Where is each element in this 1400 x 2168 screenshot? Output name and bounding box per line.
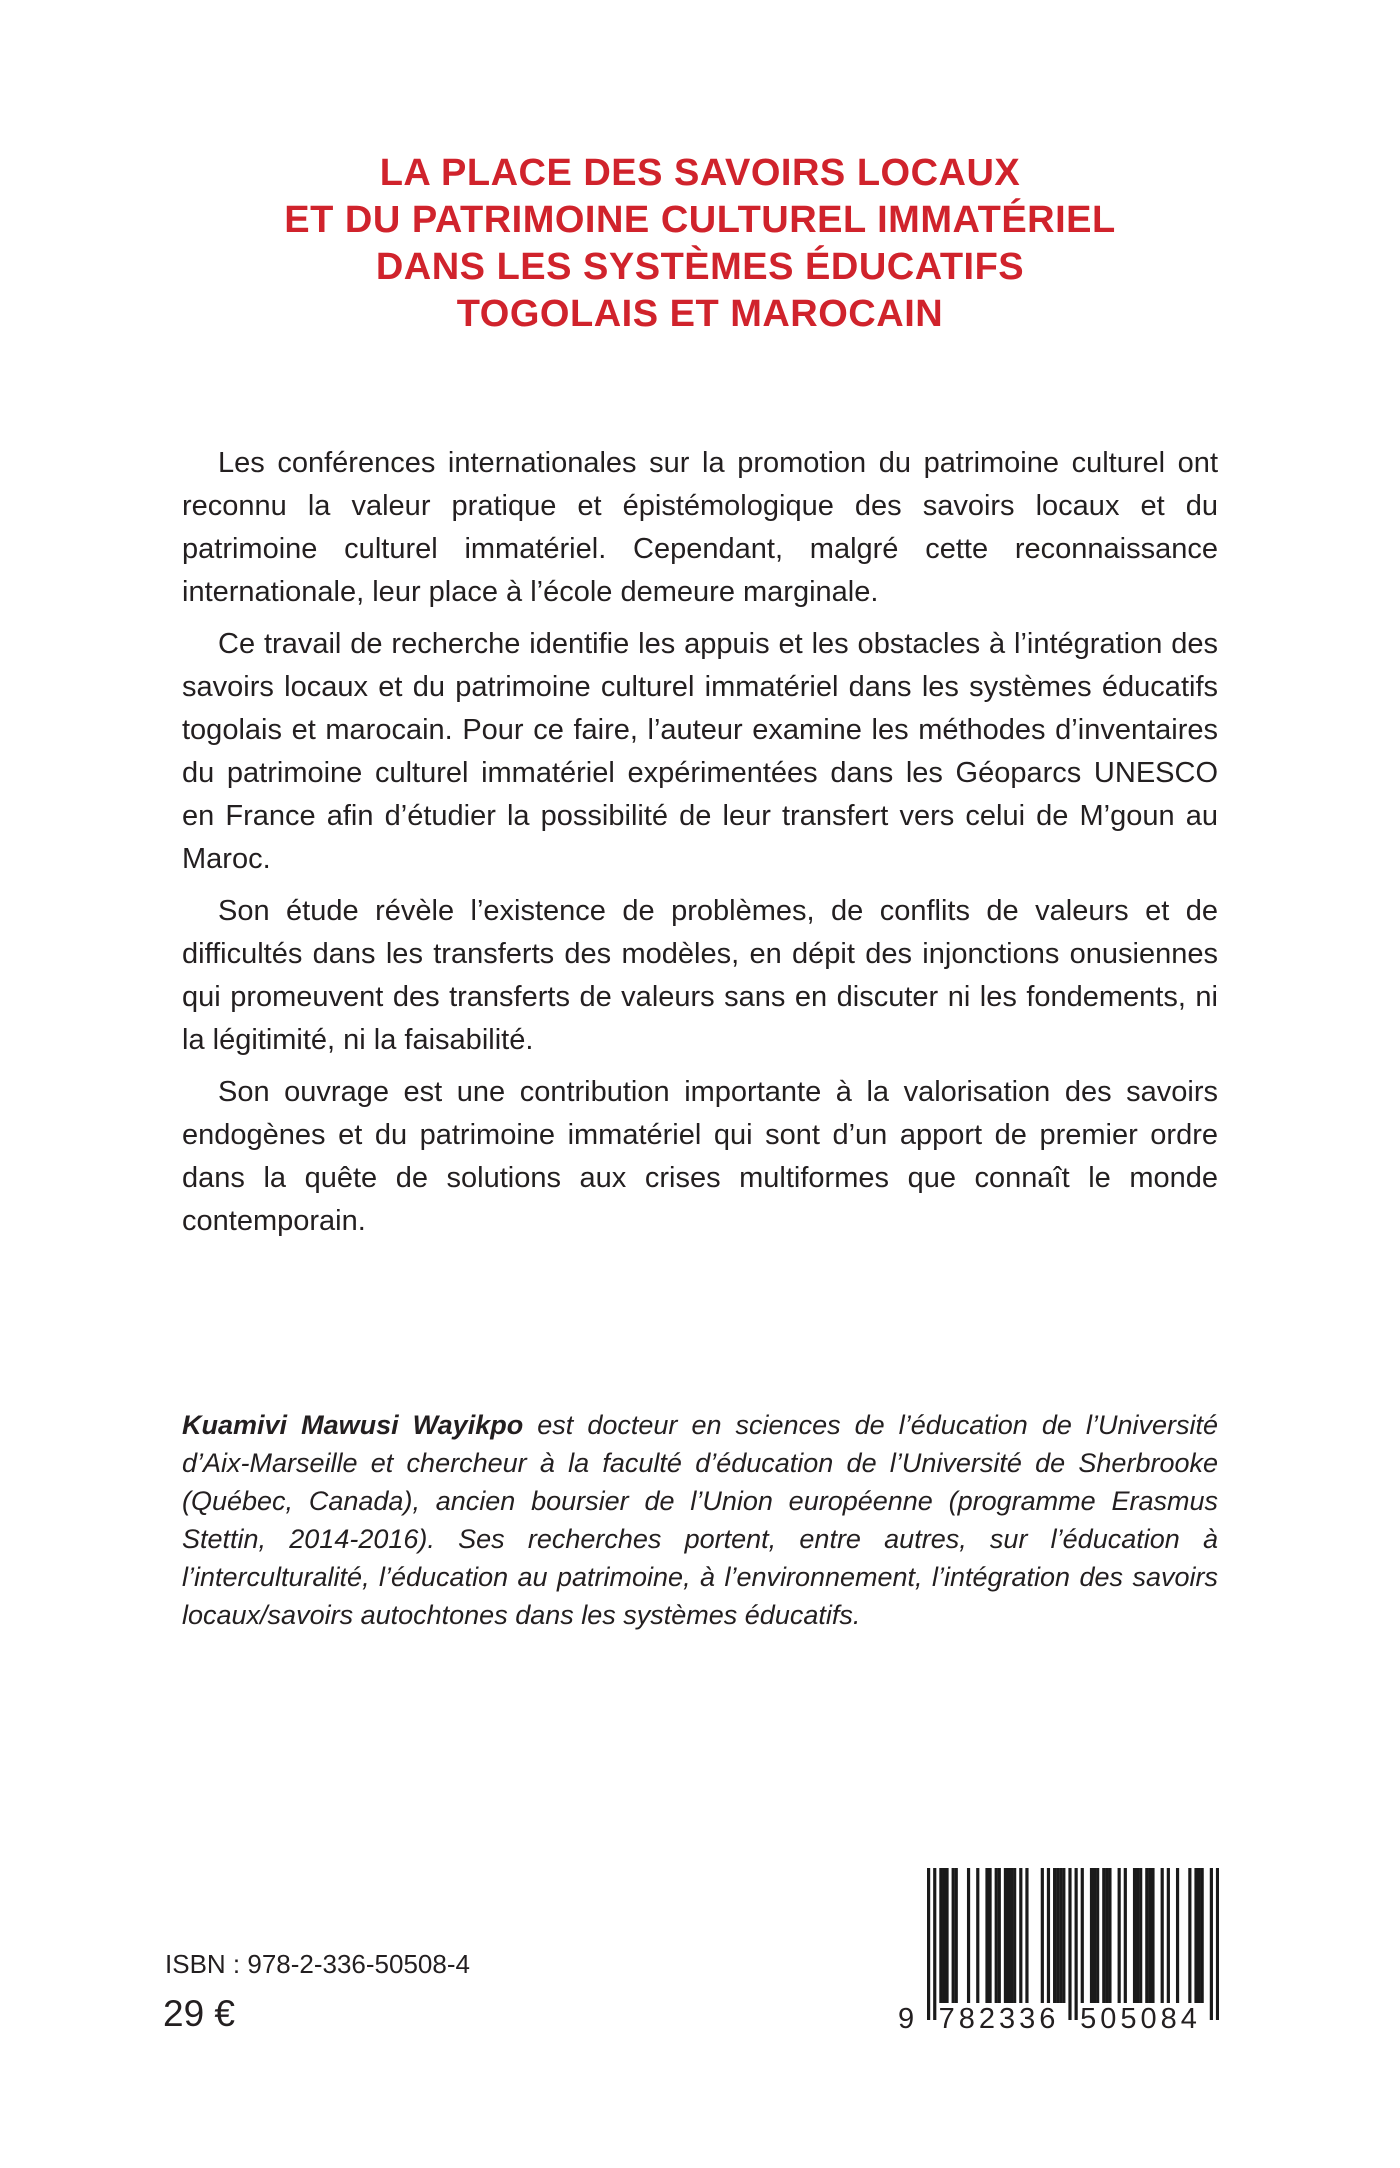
author-name: Kuamivi Mawusi Wayikpo [182, 1410, 524, 1440]
author-bio [182, 1406, 1218, 1634]
book-title-line: TOGOLAIS ET MAROCAIN [456, 293, 944, 335]
isbn-text: ISBN : 978-2-336-50508-4 [165, 1949, 470, 1979]
synopsis-paragraph: Son ouvrage est une contribution importante à la valorisation des savoirs endogènes et du patrimoine immatériel qui sont d’un apport de premier ordre dans la quête de solutions aux crises multiformes que connaît le monde contemporain. [182, 1076, 1218, 1237]
barcode-digits-right: 505084 [1080, 2003, 1201, 2035]
price-text: 29 € [163, 1993, 236, 2034]
book-title [0, 150, 1400, 338]
author-bio-text: est docteur en sciences de l’éducation de l’Université d’Aix-Marseille et chercheur à la faculté d’éducation de l’Université de Sherbrooke (Québec, Canada), ancien boursier de l’Union européenne (programme Erasmus Stettin, 2014-2016). Ses recherches portent, entre autres, sur l’éducation à l’interculturalité, l’éducation au patrimoine, à l’environnement, l’intégration des savoirs locaux/savoirs autochtones dans les systèmes éducatifs. [182, 1410, 1218, 1630]
book-title-line: DANS LES SYSTÈMES ÉDUCATIFS [375, 246, 1025, 288]
barcode-digit-first: 9 [898, 2003, 915, 2035]
book-title-line: LA PLACE DES SAVOIRS LOCAUX [379, 152, 1021, 194]
synopsis-paragraph: Ce travail de recherche identifie les appuis et les obstacles à l’intégration des savoirs locaux et du patrimoine culturel immatériel dans les systèmes éducatifs togolais et marocain. Pour ce faire, l’auteur examine les méthodes d’inventaires du patrimoine culturel immatériel expérimentées dans les Géoparcs UNESCO en France afin d’étudier la possibilité de leur transfert vers celui de M’goun au Maroc. [182, 628, 1218, 875]
synopsis-paragraph: Les conférences internationales sur la promotion du patrimoine culturel ont reconnu la valeur pratique et épistémologique des savoirs locaux et du patrimoine culturel immatériel. Cependant, malgré cette reconnaissance internationale, leur place à l’école demeure marginale. [182, 447, 1218, 608]
barcode-digits-left: 782336 [938, 2003, 1060, 2035]
synopsis-paragraph: Son étude révèle l’existence de problèmes, de conflits de valeurs et de difficultés dans les transferts des modèles, en dépit des injonctions onusiennes qui promeuvent des transferts de valeurs sans en discuter ni les fondements, ni la légitimité, ni la faisabilité. [182, 895, 1218, 1056]
ean13-barcode [898, 1868, 1220, 2040]
synopsis [182, 442, 1218, 1252]
barcode-bars [927, 1868, 1219, 2020]
book-title-line: ET DU PATRIMOINE CULTUREL IMMATÉRIEL [284, 199, 1116, 241]
